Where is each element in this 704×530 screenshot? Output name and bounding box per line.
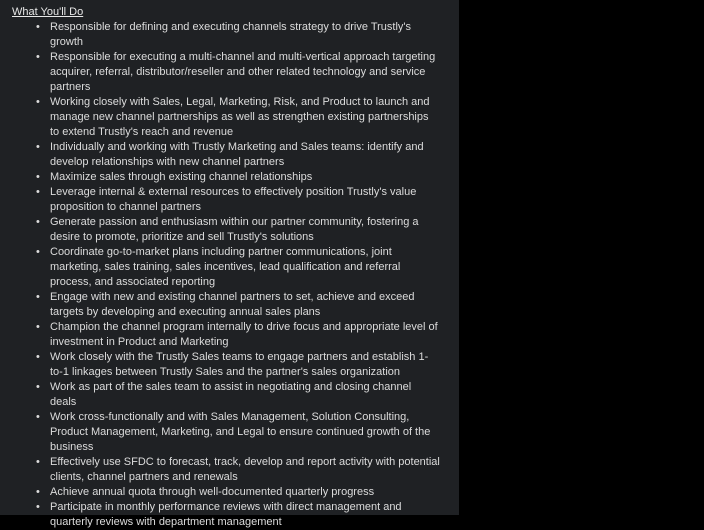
- list-item-text: Working closely with Sales, Legal, Marketing, Risk, and Product to launch and manage new channel partnerships as well as strengthen existing partnerships to extend Trustly's reach and revenue: [50, 96, 430, 138]
- list-item: [0, 455, 440, 485]
- list-item-text: Work cross-functionally and with Sales Management, Solution Consulting, Product Management, Marketing, and Legal to ensure continued growth of the business: [50, 411, 431, 453]
- bullet-icon: •: [36, 486, 40, 498]
- list-item: [0, 170, 440, 185]
- bullet-icon: •: [36, 351, 40, 363]
- bullet-icon: •: [36, 216, 40, 228]
- responsibilities-list: [0, 20, 440, 530]
- bullet-icon: •: [36, 501, 40, 513]
- list-item-text: Coordinate go-to-market plans including partner communications, joint marketing, sales training, sales incentives, lead qualification and referral process, and associated reporting: [50, 246, 401, 288]
- list-item: [0, 50, 440, 95]
- list-item: [0, 20, 440, 50]
- section-title: What You'll Do: [12, 6, 84, 18]
- list-item: [0, 320, 440, 350]
- list-item: [0, 350, 440, 380]
- bullet-icon: •: [36, 141, 40, 153]
- list-item-text: Individually and working with Trustly Marketing and Sales teams: identify and develop relationships with new channel partners: [50, 141, 424, 168]
- list-item-text: Engage with new and existing channel partners to set, achieve and exceed targets by developing and executing annual sales plans: [50, 291, 415, 318]
- list-item-text: Responsible for defining and executing channels strategy to drive Trustly's growth: [50, 21, 412, 48]
- bullet-icon: •: [36, 171, 40, 183]
- bullet-icon: •: [36, 381, 40, 393]
- list-item-text: Effectively use SFDC to forecast, track, develop and report activity with potential clients, channel partners and renewals: [50, 456, 440, 483]
- list-item: [0, 140, 440, 170]
- bullet-icon: •: [36, 51, 40, 63]
- empty-dark-area: [459, 0, 704, 515]
- list-item: [0, 185, 440, 215]
- list-item: [0, 485, 440, 500]
- bullet-icon: •: [36, 186, 40, 198]
- list-item: [0, 95, 440, 140]
- list-item: [0, 245, 440, 290]
- list-item-text: Generate passion and enthusiasm within our partner community, fostering a desire to promote, prioritize and sell Trustly's solutions: [50, 216, 419, 243]
- bullet-icon: •: [36, 456, 40, 468]
- list-item-text: Achieve annual quota through well-documented quarterly progress: [50, 486, 375, 498]
- bullet-icon: •: [36, 96, 40, 108]
- list-item-text: Work closely with the Trustly Sales teams to engage partners and establish 1-to-1 linkages between Trustly Sales and the partner's sales organization: [50, 351, 429, 378]
- list-item: [0, 215, 440, 245]
- list-item-text: Leverage internal & external resources to effectively position Trustly's value proposition to channel partners: [50, 186, 417, 213]
- list-item-text: Participate in monthly performance reviews with direct management and quarterly reviews with department management: [50, 501, 402, 528]
- bullet-icon: •: [36, 411, 40, 423]
- list-item: [0, 500, 440, 530]
- list-item: [0, 410, 440, 455]
- list-item: [0, 290, 440, 320]
- bullet-icon: •: [36, 321, 40, 333]
- bullet-icon: •: [36, 291, 40, 303]
- list-item-text: Work as part of the sales team to assist in negotiating and closing channel deals: [50, 381, 412, 408]
- list-item-text: Maximize sales through existing channel relationships: [50, 171, 313, 183]
- list-item-text: Responsible for executing a multi-channel and multi-vertical approach targeting acquirer, referral, distributor/reseller and other related technology and service partners: [50, 51, 436, 93]
- bullet-icon: •: [36, 246, 40, 258]
- list-item: [0, 380, 440, 410]
- bullet-icon: •: [36, 21, 40, 33]
- list-item-text: Champion the channel program internally to drive focus and appropriate level of investment in Product and Marketing: [50, 321, 438, 348]
